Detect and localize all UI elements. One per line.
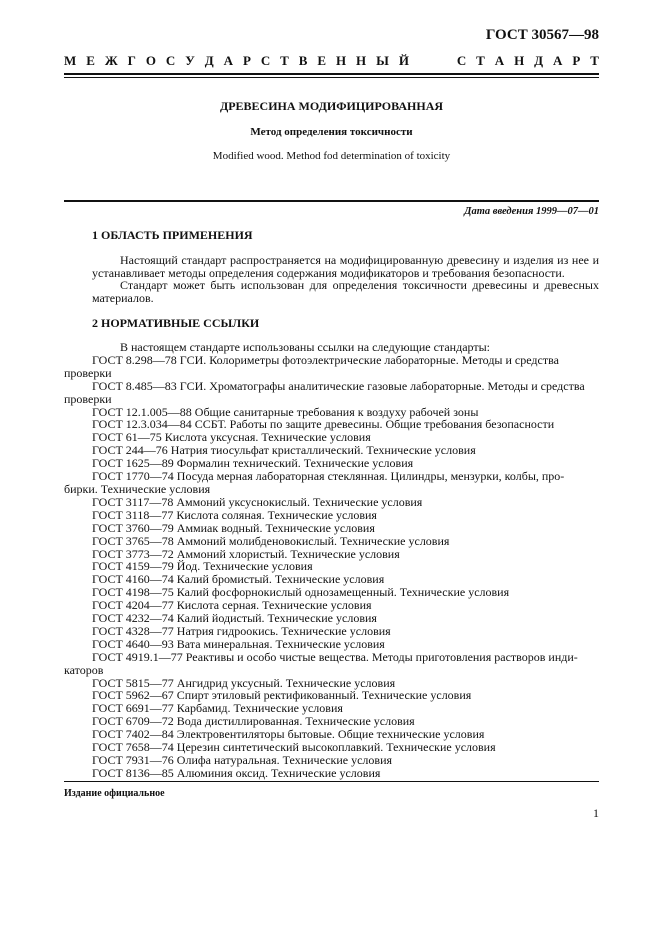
banner-letter: Р (572, 53, 581, 68)
section-1-paragraph-2 (92, 279, 599, 305)
reference-item: ГОСТ 4160—74 Калий бромистый. Технические условия (92, 572, 385, 587)
reference-continuation: проверки (64, 365, 112, 380)
reference-item: ГОСТ 61—75 Кислота уксусная. Технические условия (92, 430, 371, 445)
banner-letter: Е (317, 53, 327, 68)
banner-letter: Н (335, 53, 347, 68)
references-intro: В настоящем стандарте использованы ссылки на следующие стандарты: (120, 340, 491, 354)
banner-letter: Р (242, 53, 251, 68)
document-subtitle: Метод определения токсичности (250, 126, 413, 138)
reference-item: ГОСТ 4232—74 Калий йодистый. Технические условия (92, 611, 377, 626)
reference-item: ГОСТ 4159—79 Йод. Технические условия (92, 559, 313, 574)
banner-letter: А (553, 53, 563, 68)
page-number: 1 (593, 806, 599, 820)
banner-gap (419, 53, 447, 69)
banner-letter: Ы (376, 53, 389, 68)
reference-item: ГОСТ 6691—77 Карбамид. Технические условия (92, 701, 343, 716)
interstate-standard-banner (64, 53, 599, 69)
banner-letter: А (494, 53, 505, 68)
official-edition-label: Издание официальное (64, 788, 165, 799)
reference-item: ГОСТ 3118—77 Кислота соляная. Технические условия (92, 507, 377, 522)
reference-item: ГОСТ 5815—77 Ангидрид уксусный. Технические условия (92, 675, 396, 690)
reference-item: ГОСТ 3773—72 Аммоний хлористый. Технические условия (92, 546, 400, 561)
reference-item: ГОСТ 4198—75 Калий фосфорнокислый однозамещенный. Технические условия (92, 585, 510, 600)
banner-letter: У (185, 53, 195, 68)
banner-letter: Н (514, 53, 525, 68)
banner-letter: Д (534, 53, 544, 68)
reference-item: ГОСТ 7658—74 Церезин синтетический высокоплавкий. Технические условия (92, 740, 496, 755)
reference-item: ГОСТ 4204—77 Кислота серная. Технические условия (92, 598, 372, 613)
reference-item: ГОСТ 4328—77 Натрия гидроокись. Технические условия (92, 623, 391, 638)
reference-item: ГОСТ 8.485—83 ГСИ. Хроматографы аналитические газовые лабораторные. Методы и средства (92, 378, 585, 393)
banner-letter: Е (86, 53, 95, 68)
section-1-heading: 1 ОБЛАСТЬ ПРИМЕНЕНИЯ (92, 228, 253, 242)
introduction-date: Дата введения 1999—07—01 (464, 206, 599, 217)
gost-number: ГОСТ 30567—98 (485, 27, 599, 43)
banner-letter: В (298, 53, 308, 68)
banner-letter: С (260, 53, 271, 68)
reference-item: ГОСТ 244—76 Натрия тиосульфат кристаллический. Технические условия (92, 443, 476, 458)
header-rule-top (64, 73, 599, 75)
reference-continuation: бирки. Технические условия (64, 481, 211, 496)
reference-item: ГОСТ 8136—85 Алюминия оксид. Технические условия (92, 765, 381, 780)
banner-letter: С (456, 53, 467, 68)
banner-letter: Й (398, 53, 409, 68)
reference-item: ГОСТ 1625—89 Формалин технический. Технические условия (92, 456, 414, 471)
reference-item: ГОСТ 8.298—78 ГСИ. Колориметры фотоэлектрические лабораторные. Методы и средства (92, 352, 559, 367)
reference-item: ГОСТ 4919.1—77 Реактивы и особо чистые вещества. Методы приготовления растворов инди- (92, 649, 578, 664)
references-list (64, 340, 599, 780)
banner-letter: Д (204, 53, 214, 68)
banner-letter: А (223, 53, 233, 68)
banner-letter: О (145, 53, 156, 68)
reference-item: ГОСТ 7931—76 Олифа натуральная. Технические условия (92, 753, 393, 767)
reference-continuation: проверки (64, 391, 112, 406)
reference-item: ГОСТ 3760—79 Аммиак водный. Технические условия (92, 520, 375, 535)
banner-letter: Т (280, 53, 289, 68)
banner-letter: М (64, 53, 77, 68)
banner-letter: С (165, 53, 176, 68)
reference-item: ГОСТ 7402—84 Электровентиляторы бытовые. Общие технические условия (92, 727, 485, 742)
footer-rule (64, 781, 599, 782)
reference-continuation: каторов (64, 662, 104, 677)
reference-item: ГОСТ 3765—78 Аммоний молибденовокислый. Технические условия (92, 533, 450, 548)
reference-item: ГОСТ 1770—74 Посуда мерная лабораторная стеклянная. Цилиндры, мензурки, колбы, про- (92, 469, 565, 484)
header-rule-bottom (64, 77, 599, 78)
section-1-paragraph-2-text: Стандарт может быть использован для определения токсичности древесины и древесных материалов. (92, 278, 599, 305)
reference-item: ГОСТ 12.3.034—84 ССБТ. Работы по защите древесины. Общие требования безопасности (92, 417, 555, 432)
english-title: Modified wood. Method fod determination of toxicity (212, 150, 451, 162)
banner-letter: Г (127, 53, 136, 68)
reference-item: ГОСТ 4640—93 Вата минеральная. Технические условия (92, 636, 385, 651)
title-rule (64, 200, 599, 202)
document-title: ДРЕВЕСИНА МОДИФИЦИРОВАННАЯ (219, 99, 444, 113)
reference-item: ГОСТ 5962—67 Спирт этиловый ректификованный. Технические условия (92, 688, 472, 703)
reference-item: ГОСТ 6709—72 Вода дистиллированная. Технические условия (92, 714, 415, 729)
section-1-paragraph-1-text: Настоящий стандарт распространяется на модифицированную древесину и изделия из нее и устанавливает методы определения содержания модификаторов и требования безопасности. (92, 253, 599, 280)
section-2-heading: 2 НОРМАТИВНЫЕ ССЫЛКИ (92, 316, 260, 330)
banner-letter: Ж (104, 53, 118, 68)
section-1-paragraph-1 (92, 254, 599, 280)
banner-letter: Т (476, 53, 485, 68)
banner-letter: Н (356, 53, 367, 68)
reference-item: ГОСТ 3117—78 Аммоний уксуснокислый. Технические условия (92, 494, 423, 509)
banner-letter: Т (590, 53, 599, 68)
reference-item: ГОСТ 12.1.005—88 Общие санитарные требования к воздуху рабочей зоны (92, 404, 479, 419)
